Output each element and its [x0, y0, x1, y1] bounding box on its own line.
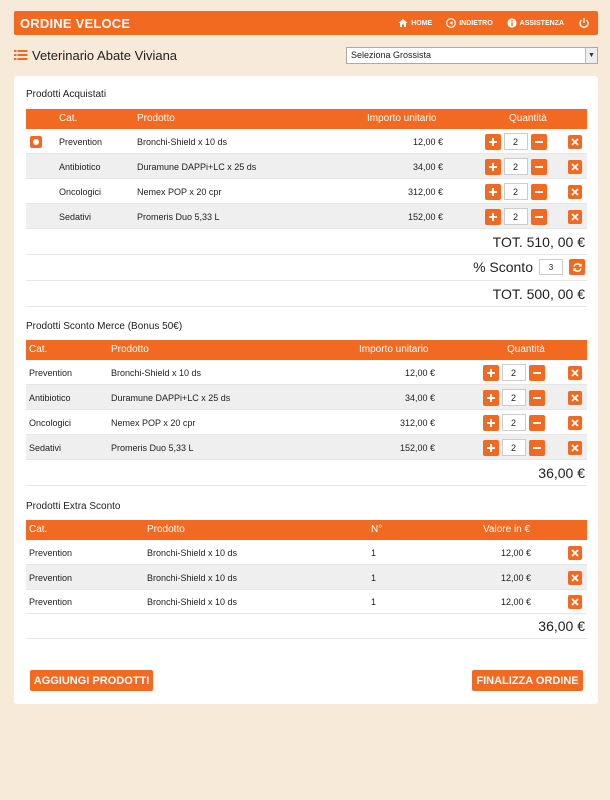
cell-prodotto: Bronchi-Shield x 10 ds — [111, 368, 202, 378]
cell-valore: 12,00 € — [500, 573, 531, 583]
home-icon — [398, 18, 408, 28]
total-value: 36,00 € — [538, 618, 585, 634]
plus-icon — [486, 443, 496, 453]
close-icon — [571, 549, 579, 557]
table-header-acquistati — [26, 109, 587, 129]
plus-icon — [488, 212, 498, 222]
plus-icon — [486, 418, 496, 428]
list-icon — [14, 49, 28, 61]
total-scontato-line — [26, 282, 587, 307]
nav-assistenza-link[interactable] — [507, 18, 564, 28]
quantity-input[interactable]: 2 — [502, 439, 526, 456]
cell-importo: 152,00 € — [399, 443, 435, 453]
back-icon — [446, 18, 456, 28]
cell-cat: Antibiotico — [29, 393, 71, 403]
nav-assistenza-label: ASSISTENZA — [519, 19, 564, 27]
table-header-extra-sconto — [26, 520, 587, 540]
refresh-button[interactable] — [569, 259, 585, 275]
delete-button[interactable] — [568, 546, 582, 560]
cell-importo: 152,00 € — [407, 212, 443, 222]
quantity-stepper — [483, 364, 545, 381]
delete-button[interactable] — [568, 210, 582, 224]
minus-button[interactable] — [529, 390, 545, 406]
cell-importo: 312,00 € — [399, 418, 435, 428]
close-icon — [571, 369, 579, 377]
close-icon — [571, 138, 579, 146]
plus-icon — [486, 393, 496, 403]
cell-cat: Prevention — [59, 137, 103, 147]
info-icon — [507, 18, 517, 28]
cell-cat: Prevention — [29, 548, 73, 558]
cell-cat: Prevention — [29, 573, 73, 583]
col-cat: Cat. — [29, 344, 48, 355]
top-bar — [14, 11, 598, 35]
delete-button[interactable] — [568, 160, 582, 174]
col-importo: Importo unitario — [359, 344, 429, 355]
quantity-input[interactable]: 2 — [504, 183, 528, 200]
delete-button[interactable] — [568, 416, 582, 430]
power-icon[interactable] — [578, 17, 590, 29]
quantity-input[interactable]: 2 — [502, 389, 526, 406]
sconto-input[interactable]: 3 — [539, 259, 563, 275]
minus-button[interactable] — [529, 365, 545, 381]
table-header-sconto-merce — [26, 340, 587, 360]
cell-n: 1 — [371, 548, 377, 558]
cell-importo: 312,00 € — [407, 187, 443, 197]
finalize-order-button[interactable]: FINALIZZA ORDINE — [472, 670, 583, 691]
header-row — [14, 44, 598, 66]
app-title: ORDINE VELOCE — [20, 15, 131, 31]
cell-prodotto: Duramune DAPPi+LC x 25 ds — [137, 162, 257, 172]
top-nav — [398, 17, 590, 29]
plus-button[interactable] — [483, 415, 499, 431]
minus-icon — [532, 443, 542, 453]
page-title — [14, 48, 177, 63]
quantity-input[interactable]: 2 — [504, 208, 528, 225]
total-line — [26, 614, 587, 639]
delete-button[interactable] — [568, 595, 582, 609]
total-line — [26, 230, 587, 255]
table-row — [26, 589, 587, 614]
minus-button[interactable] — [529, 440, 545, 456]
sconto-line — [26, 256, 587, 281]
table-row — [26, 204, 587, 229]
cell-importo: 34,00 € — [412, 162, 443, 172]
col-quantita: Quantità — [509, 113, 547, 124]
sconto-control — [473, 259, 585, 275]
cell-cat: Prevention — [29, 368, 73, 378]
cell-prodotto: Nemex POP x 20 cpr — [111, 418, 196, 428]
table-row — [26, 179, 587, 204]
plus-button[interactable] — [483, 390, 499, 406]
minus-icon — [532, 418, 542, 428]
quantity-stepper — [483, 414, 545, 431]
close-icon — [571, 419, 579, 427]
minus-button[interactable] — [531, 209, 547, 225]
table-row — [26, 154, 587, 179]
minus-icon — [534, 162, 544, 172]
minus-button[interactable] — [531, 134, 547, 150]
cell-cat: Sedativi — [59, 212, 92, 222]
quantity-input[interactable]: 2 — [502, 364, 526, 381]
plus-icon — [488, 187, 498, 197]
quantity-stepper — [485, 208, 547, 225]
plus-button[interactable] — [485, 184, 501, 200]
col-cat: Cat. — [29, 524, 48, 535]
quantity-stepper — [483, 439, 545, 456]
delete-button[interactable] — [568, 571, 582, 585]
delete-button[interactable] — [568, 391, 582, 405]
grossista-select-value: Seleziona Grossista — [351, 50, 432, 60]
plus-button[interactable] — [485, 209, 501, 225]
total-value: 36,00 € — [538, 465, 585, 481]
cell-prodotto: Bronchi-Shield x 10 ds — [147, 548, 238, 558]
cell-prodotto: Bronchi-Shield x 10 ds — [147, 597, 238, 607]
minus-button[interactable] — [531, 159, 547, 175]
cell-cat: Oncologici — [59, 187, 102, 197]
add-products-button[interactable]: AGGIUNGI PRODOTTI — [30, 670, 153, 691]
chevron-down-icon: ▼ — [585, 48, 597, 63]
table-row — [26, 385, 587, 410]
col-quantita: Quantità — [507, 344, 545, 355]
table-row — [26, 565, 587, 590]
cell-cat: Antibiotico — [59, 162, 101, 172]
close-icon — [571, 213, 579, 221]
close-icon — [571, 188, 579, 196]
plus-icon — [488, 137, 498, 147]
minus-icon — [532, 393, 542, 403]
total-scontato-value: TOT. 500, 00 € — [492, 286, 585, 302]
plus-button[interactable] — [485, 134, 501, 150]
cell-prodotto: Promeris Duo 5,33 L — [111, 443, 194, 453]
cell-prodotto: Bronchi-Shield x 10 ds — [137, 137, 228, 147]
main-panel — [14, 76, 598, 704]
col-prodotto: Prodotto — [111, 344, 149, 355]
delete-button[interactable] — [568, 135, 582, 149]
section-title-extra-sconto: Prodotti Extra Sconto — [26, 501, 121, 512]
quantity-stepper — [485, 183, 547, 200]
selected-radio-icon[interactable] — [30, 136, 42, 148]
nav-home-link[interactable] — [398, 18, 432, 28]
minus-icon — [534, 137, 544, 147]
col-cat: Cat. — [59, 113, 78, 124]
plus-button[interactable] — [485, 159, 501, 175]
close-icon — [571, 574, 579, 582]
close-icon — [571, 394, 579, 402]
quantity-stepper — [483, 389, 545, 406]
cell-prodotto: Promeris Duo 5,33 L — [137, 212, 220, 222]
quantity-stepper — [485, 133, 547, 150]
delete-button[interactable] — [568, 185, 582, 199]
quantity-input[interactable]: 2 — [504, 158, 528, 175]
table-row — [26, 540, 587, 565]
cell-n: 1 — [371, 573, 377, 583]
cell-cat: Sedativi — [29, 443, 62, 453]
col-valore: Valore in € — [483, 524, 531, 535]
plus-button[interactable] — [483, 440, 499, 456]
cell-cat: Prevention — [29, 597, 73, 607]
minus-icon — [534, 212, 544, 222]
sconto-label: % Sconto — [473, 259, 533, 275]
col-prodotto: Prodotto — [137, 113, 175, 124]
refresh-icon — [572, 262, 583, 273]
table-row — [26, 435, 587, 460]
plus-icon — [486, 368, 496, 378]
section-title-sconto-merce: Prodotti Sconto Merce (Bonus 50€) — [26, 321, 183, 332]
quantity-input[interactable]: 2 — [504, 133, 528, 150]
close-icon — [571, 598, 579, 606]
col-importo: Importo unitario — [367, 113, 437, 124]
delete-button[interactable] — [568, 366, 582, 380]
cell-valore: 12,00 € — [500, 597, 531, 607]
minus-icon — [532, 368, 542, 378]
nav-home-label: HOME — [411, 19, 433, 27]
plus-button[interactable] — [483, 365, 499, 381]
cell-cat: Oncologici — [29, 418, 72, 428]
section-title-acquistati: Prodotti Acquistati — [26, 89, 107, 100]
cell-importo: 12,00 € — [412, 137, 443, 147]
cell-n: 1 — [371, 597, 377, 607]
nav-back-link[interactable] — [446, 18, 492, 28]
nav-back-label: INDIETRO — [459, 19, 493, 27]
minus-button[interactable] — [531, 184, 547, 200]
cell-importo: 34,00 € — [404, 393, 435, 403]
minus-button[interactable] — [529, 415, 545, 431]
delete-button[interactable] — [568, 441, 582, 455]
total-value: TOT. 510, 00 € — [492, 234, 585, 250]
plus-icon — [488, 162, 498, 172]
cell-importo: 12,00 € — [404, 368, 435, 378]
col-prodotto: Prodotto — [147, 524, 185, 535]
col-n: N° — [371, 524, 383, 535]
grossista-select[interactable] — [346, 47, 598, 64]
minus-icon — [534, 187, 544, 197]
cell-prodotto: Duramune DAPPi+LC x 25 ds — [111, 393, 231, 403]
table-row — [26, 129, 587, 154]
table-row — [26, 410, 587, 435]
cell-prodotto: Nemex POP x 20 cpr — [137, 187, 222, 197]
page-title-text: Veterinario Abate Viviana — [32, 47, 178, 63]
quantity-input[interactable]: 2 — [502, 414, 526, 431]
total-line — [26, 461, 587, 486]
close-icon — [571, 444, 579, 452]
cell-prodotto: Bronchi-Shield x 10 ds — [147, 573, 238, 583]
close-icon — [571, 163, 579, 171]
cell-valore: 12,00 € — [500, 548, 531, 558]
table-row — [26, 360, 587, 385]
quantity-stepper — [485, 158, 547, 175]
